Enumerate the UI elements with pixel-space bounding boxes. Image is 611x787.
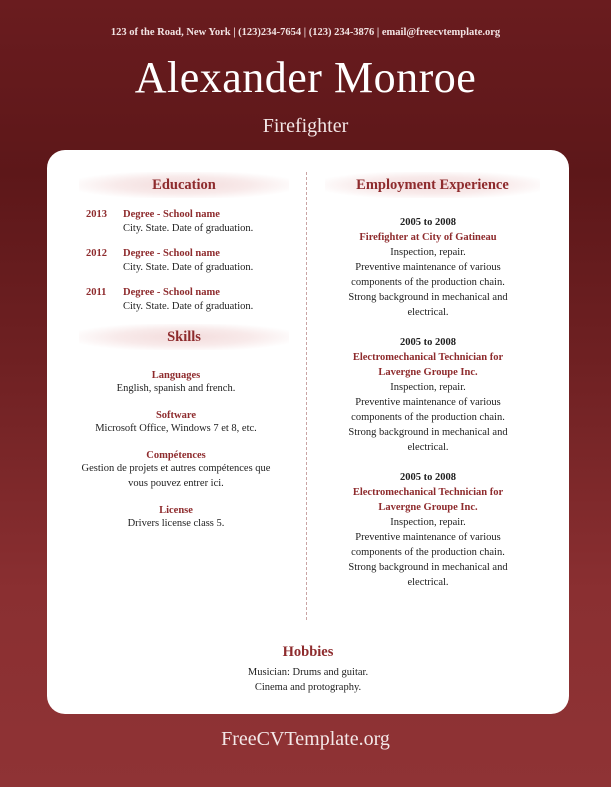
- job-title: Lavergne Groupe Inc.: [378, 367, 478, 378]
- skill-title: Languages: [151, 370, 201, 381]
- education-year: 2013: [86, 209, 107, 220]
- job-description: Preventive maintenance of various: [355, 397, 501, 408]
- education-detail: City. State. Date of graduation.: [123, 301, 254, 312]
- employment-heading: Employment Experience: [325, 172, 540, 198]
- job-description: components of the production chain.: [351, 547, 505, 558]
- job-description: components of the production chain.: [351, 412, 505, 423]
- skills-heading: Skills: [79, 324, 289, 350]
- skill-item: [47, 450, 305, 491]
- job-description: Strong background in mechanical and: [348, 562, 508, 573]
- job-description: electrical.: [407, 577, 449, 588]
- education-detail: City. State. Date of graduation.: [123, 262, 254, 273]
- skill-text: English, spanish and french.: [116, 383, 236, 394]
- job-title: Electromechanical Technician for: [352, 487, 504, 498]
- education-item: [47, 248, 305, 287]
- skill-text: Drivers license class 5.: [127, 518, 225, 529]
- job-description: Strong background in mechanical and: [348, 427, 508, 438]
- skill-text: Gestion de projets et autres compétences que: [81, 463, 271, 474]
- skill-title: Software: [155, 410, 197, 421]
- job-description: Strong background in mechanical and: [348, 292, 508, 303]
- skill-text: vous pouvez entrer ici.: [128, 478, 224, 489]
- job-dates: 2005 to 2008: [400, 217, 456, 228]
- job-title: Electromechanical Technician for: [352, 352, 504, 363]
- hobbies-heading: Hobbies: [282, 644, 334, 660]
- education-item: [47, 287, 305, 326]
- education-year: 2012: [86, 248, 107, 259]
- job-description: electrical.: [407, 307, 449, 318]
- skills-list: [47, 370, 305, 545]
- job-title: Lavergne Groupe Inc.: [378, 502, 478, 513]
- contact-line: 123 of the Road, New York | (123)234-7654 | (123) 234-3876 | email@freecvtemplate.org: [110, 27, 501, 38]
- skill-title: Compétences: [146, 450, 206, 461]
- job-description: components of the production chain.: [351, 277, 505, 288]
- skill-text: Microsoft Office, Windows 7 et 8, etc.: [95, 423, 257, 434]
- job-role: Firefighter: [262, 115, 349, 137]
- job-description: electrical.: [407, 442, 449, 453]
- hobbies-text: Cinema and protography.: [254, 682, 362, 693]
- skill-item: [47, 370, 305, 396]
- skill-title: License: [159, 505, 193, 516]
- education-degree: Degree - School name: [123, 209, 220, 220]
- job-description: Preventive maintenance of various: [355, 262, 501, 273]
- skill-item: [47, 505, 305, 531]
- job-dates: 2005 to 2008: [400, 337, 456, 348]
- job-description: Preventive maintenance of various: [355, 532, 501, 543]
- candidate-name: Alexander Monroe: [134, 53, 477, 102]
- job-description: Inspection, repair.: [390, 517, 466, 528]
- education-degree: Degree - School name: [123, 287, 220, 298]
- education-degree: Degree - School name: [123, 248, 220, 259]
- skill-item: [47, 410, 305, 436]
- job-dates: 2005 to 2008: [400, 472, 456, 483]
- job-entry: [307, 215, 549, 320]
- hobbies-section: [47, 644, 569, 695]
- education-year: 2011: [86, 287, 107, 298]
- job-entry: [307, 335, 549, 455]
- education-item: [47, 209, 305, 248]
- education-list: [47, 209, 305, 326]
- job-description: Inspection, repair.: [390, 247, 466, 258]
- education-heading: Education: [79, 172, 289, 198]
- employment-list: [307, 215, 549, 590]
- job-entry: [307, 470, 549, 590]
- footer-website: FreeCVTemplate.org: [221, 728, 390, 750]
- job-description: Inspection, repair.: [390, 382, 466, 393]
- hobbies-text: Musician: Drums and guitar.: [247, 667, 369, 678]
- education-detail: City. State. Date of graduation.: [123, 223, 254, 234]
- job-title: Firefighter at City of Gatineau: [359, 232, 497, 243]
- resume-card: [47, 150, 569, 714]
